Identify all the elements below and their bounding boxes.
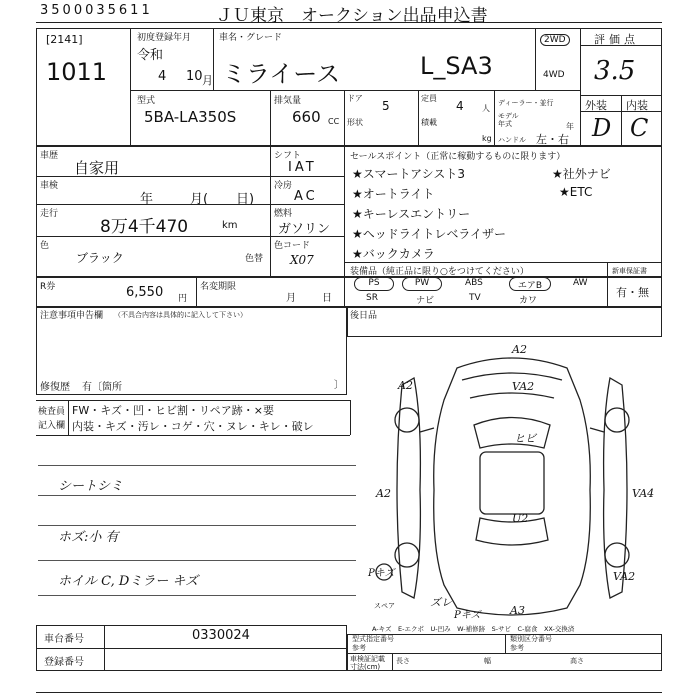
- sales-point-item: ★キーレスエントリー: [352, 207, 471, 221]
- damage-mark: Pキズ: [454, 610, 481, 621]
- model-name: ミライース: [222, 60, 341, 88]
- sales-point-item: ★スマートアシスト3: [352, 167, 465, 181]
- chassis-label: 車台番号: [44, 634, 84, 645]
- mileage-unit: km: [222, 220, 238, 231]
- seller-notes-label: 注意事項申告欄: [40, 311, 104, 321]
- inspector-label: 検査員: [38, 407, 66, 417]
- damage-mark: A2: [376, 487, 391, 500]
- doors-label: ドア: [347, 94, 363, 103]
- sales-point-item: ★バックカメラ: [352, 247, 435, 261]
- model-grade: L_SA3: [420, 52, 493, 80]
- damage-mark: Pキズ: [368, 568, 395, 579]
- ac: AC: [294, 189, 318, 204]
- drive-4wd: 4WD: [543, 70, 565, 80]
- damage-mark: A2: [398, 379, 413, 392]
- damage-legend: A-キズ E-エクボ U-凹み W-補修跡 S-サビ C-腐食 XX-交換済: [372, 625, 575, 633]
- late-items-frame: [347, 307, 662, 337]
- type-label: 型式: [137, 96, 156, 106]
- displacement-unit: CC: [328, 117, 340, 126]
- drive-2wd: 2WD: [540, 34, 570, 46]
- dims-sub: 寸法(cm): [350, 663, 381, 671]
- shift: IAT: [288, 160, 317, 175]
- category-number-label: 類別区分番号: [510, 635, 552, 643]
- chassis-number: 0330024: [192, 628, 250, 643]
- recycle-unit: 円: [178, 294, 188, 304]
- damage-mark: VA2: [613, 570, 636, 583]
- registration-era: 令和: [137, 48, 164, 63]
- load-unit: kg: [482, 134, 492, 143]
- sales-point-item: ★オートライト: [352, 187, 435, 201]
- fuel-label: 燃料: [274, 209, 293, 219]
- equipment-item: PW: [402, 277, 442, 291]
- equipment-item: SR: [366, 293, 378, 303]
- mileage-label: 走行: [40, 209, 59, 219]
- handwritten-note: ホイル C, Dミラー キズ: [58, 574, 199, 589]
- color-change-label: 色替: [245, 254, 264, 264]
- registration-label: 初度登録年月: [137, 33, 192, 43]
- damage-mark: VA4: [632, 487, 655, 500]
- capacity-label: 定員: [421, 94, 437, 103]
- damage-mark: A3: [510, 604, 525, 617]
- inspector-label: 記入欄: [38, 421, 66, 431]
- recycle-label: R券: [40, 282, 56, 292]
- registration-year: 4: [158, 69, 167, 84]
- inspection-day: 日): [236, 192, 255, 207]
- sales-point-item: ★ヘッドライトレベライザー: [352, 227, 507, 241]
- height-label: 高さ: [570, 657, 584, 665]
- sales-points-label: セールスポイント（正常に稼動するものに限ります）: [350, 152, 566, 162]
- model-label: 車名・グレード: [219, 33, 283, 43]
- spare-label: スペア: [374, 602, 395, 610]
- equipment-item: カワ: [519, 296, 538, 306]
- registration-number-label: 登録番号: [44, 657, 84, 668]
- sales-point-item: ★社外ナビ: [552, 167, 611, 181]
- displacement-label: 排気量: [274, 96, 302, 106]
- inspector-interior-row: 内装・キズ・汚レ・コゲ・穴・ヌレ・キレ・破レ: [72, 420, 314, 433]
- inspection-label: 車検: [40, 181, 59, 191]
- handwritten-note: シートシミ: [58, 479, 124, 494]
- handwritten-note: ホズ:小 有: [58, 530, 119, 545]
- model-type: 5BA-LA350S: [144, 108, 237, 126]
- warranty-value: 有・無: [616, 286, 649, 299]
- repair-label: 修復歴: [40, 382, 70, 393]
- name-change-month: 月: [286, 293, 296, 304]
- interior-grade: C: [630, 114, 649, 142]
- exterior-label: 外装: [585, 99, 607, 112]
- dims-label: 車検証記載: [350, 655, 385, 663]
- damage-mark: U2: [512, 512, 529, 525]
- equipment-item: TV: [469, 293, 481, 303]
- displacement: 660: [292, 108, 321, 126]
- handle-value: 左・右: [536, 133, 569, 146]
- equipment-item: ナビ: [416, 296, 435, 306]
- interior-label: 内装: [626, 99, 648, 112]
- damage-mark: A2: [512, 343, 527, 356]
- exterior-grade: D: [592, 114, 612, 142]
- equipment-item: ABS: [465, 278, 483, 288]
- damage-mark: VA2: [512, 380, 535, 393]
- repair-value: 有〔箇所: [82, 382, 122, 393]
- load-label: 積載: [421, 118, 437, 127]
- model-year-label: モデル年式: [498, 112, 519, 128]
- category-number-ref: 参考: [510, 644, 524, 652]
- form-title: ＪＵ東京 オークション出品申込書: [216, 6, 488, 26]
- damage-mark: ヒビ: [514, 432, 536, 445]
- name-change-day: 日: [322, 293, 332, 304]
- usage-label: 車歴: [40, 151, 59, 161]
- equipment-label: 装備品（純正品に限り○をつけてください）: [350, 267, 529, 277]
- barcode-number: 3500035611: [40, 3, 153, 18]
- equipment-item: PS: [354, 277, 394, 291]
- lot-number: 1011: [46, 58, 108, 86]
- color-label: 色: [40, 241, 50, 251]
- color-code-label: 色コード: [274, 241, 311, 251]
- warranty-label: 新車保証書: [612, 267, 647, 275]
- dealer-label: ディーラー・並行: [498, 99, 554, 107]
- inspection-month: 月(: [190, 192, 209, 207]
- color: ブラック: [76, 251, 124, 265]
- length-label: 長さ: [396, 657, 410, 665]
- color-code: X07: [290, 253, 314, 267]
- repair-end: 〕: [334, 380, 344, 391]
- capacity-unit: 人: [482, 104, 490, 113]
- form-number-ref: 参考: [352, 644, 366, 652]
- lot-bracket: [2141]: [46, 33, 83, 46]
- mileage: 8万4千470: [100, 217, 189, 237]
- equipment-item: エアB: [509, 277, 551, 291]
- damage-mark: ズレ: [430, 596, 452, 609]
- overall-score: 3.5: [594, 56, 636, 86]
- name-change-label: 名変期限: [200, 282, 237, 292]
- inspection-year: 年: [140, 192, 154, 207]
- equipment-item: AW: [573, 278, 588, 288]
- recycle-fee: 6,550: [126, 285, 164, 300]
- sales-point-item: ★ETC: [559, 185, 593, 199]
- ac-label: 冷房: [274, 181, 293, 191]
- doors: 5: [382, 99, 390, 113]
- width-label: 幅: [484, 657, 491, 665]
- shape-label: 形状: [347, 118, 363, 127]
- registration-month-unit: 月: [202, 74, 213, 87]
- score-label: 評価点: [594, 33, 639, 46]
- late-items-label: 後日品: [350, 311, 378, 321]
- inspector-exterior-row: FW・キズ・凹・ヒビ割・リペア跡・×要: [72, 404, 274, 417]
- handle-label: ハンドル: [498, 136, 526, 144]
- usage: 自家用: [74, 159, 120, 177]
- registration-month: 10: [186, 69, 203, 84]
- form-number-label: 型式指定番号: [352, 635, 394, 643]
- shift-label: シフト: [274, 151, 302, 161]
- fuel: ガソリン: [278, 222, 331, 237]
- model-year-unit: 年: [566, 122, 574, 131]
- capacity: 4: [456, 99, 464, 113]
- seller-notes-sub: （不具合内容は具体的に記入して下さい）: [114, 311, 247, 319]
